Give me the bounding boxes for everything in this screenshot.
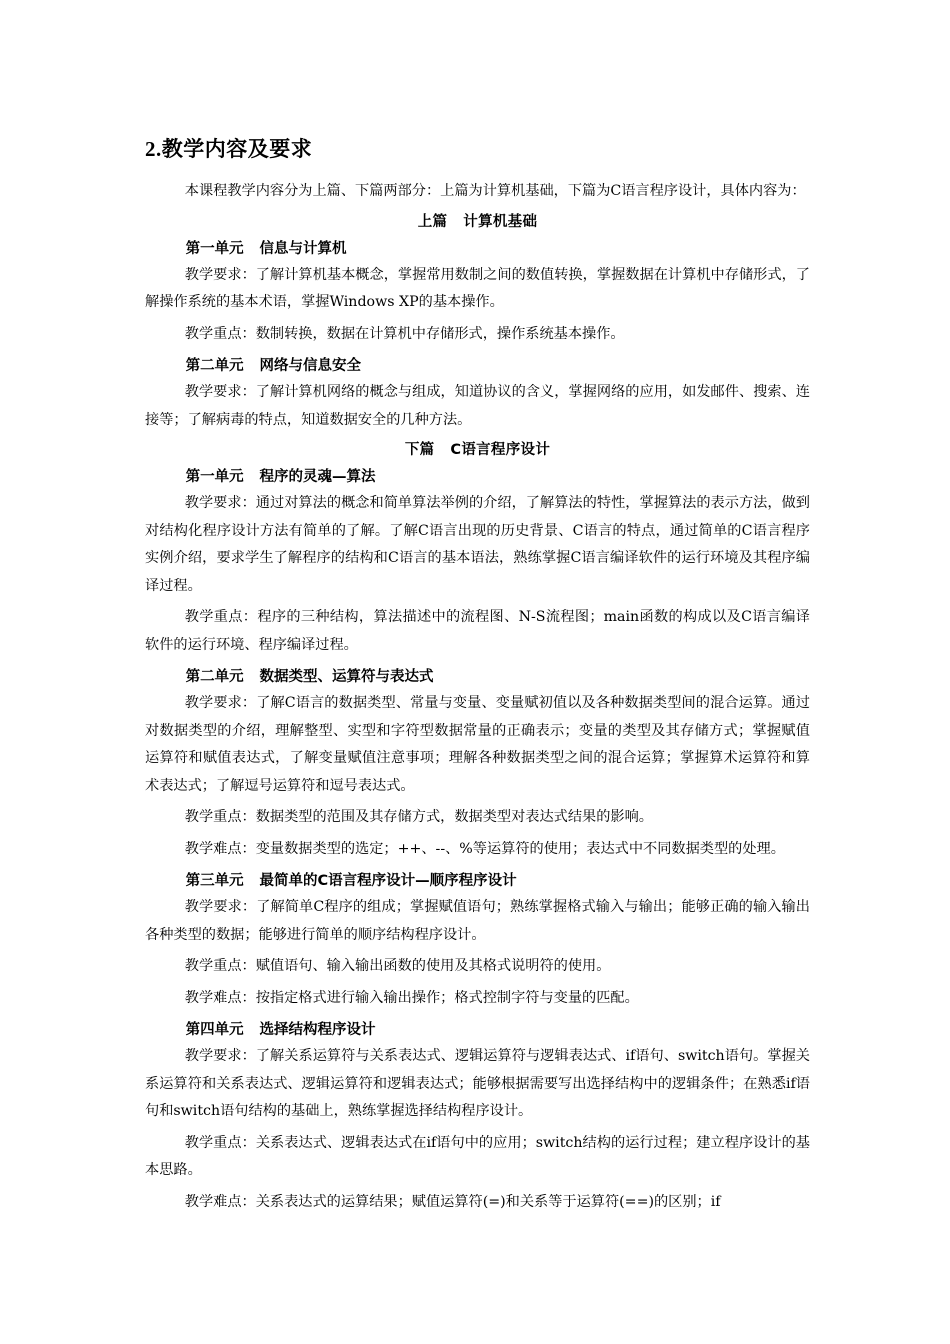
part1-unit2-heading (145, 354, 810, 375)
unit-name: 网络与信息安全 (259, 358, 362, 374)
unit-label: 第二单元 (185, 669, 244, 685)
unit-name: 选择结构程序设计 (259, 1022, 376, 1038)
part2-unit2-key-points: 教学重点：数据类型的范围及其存储方式，数据类型对表达式结果的影响。 (184, 809, 653, 825)
part1-unit1-key-points: 教学重点：数制转换，数据在计算机中存储形式，操作系统基本操作。 (184, 325, 625, 342)
unit-name: 程序的灵魂—算法 (259, 469, 376, 485)
part2-unit1-requirements: 教学要求：通过对算法的概念和简单算法举例的介绍，了解算法的特性，掌握算法的表示方法，做到对结构化程序设计方法有简单的了解。了解C语言出现的历史背景、C语言的特点，通过简单的C语言程序实例介绍，要求学生了解程序的结构和C语言的基本语法，熟练掌握C语言编译软件的运行环境及其程序编译过程。 (145, 495, 810, 594)
unit-label: 第一单元 (185, 469, 244, 485)
part2-unit1-heading (145, 465, 810, 486)
part2-unit3-heading (145, 869, 810, 890)
part2-unit4-difficulties: 教学难点：关系表达式的运算结果；赋值运算符(=)和关系等于运算符(==)的区别；if (184, 1193, 721, 1210)
part1-label: 上篇 (417, 213, 448, 230)
part2-unit3-difficulties: 教学难点：按指定格式进行输入输出操作；格式控制字符与变量的匹配。 (184, 989, 639, 1006)
intro-paragraph: 本课程教学内容分为上篇、下篇两部分：上篇为计算机基础，下篇为C语言程序设计，具体内容为： (184, 183, 806, 199)
part2-unit2-heading (145, 665, 810, 686)
part1-unit2-requirements: 教学要求：了解计算机网络的概念与组成，知道协议的含义，掌握网络的应用，如发邮件、搜索、连接等；了解病毒的特点，知道数据安全的几种方法。 (145, 384, 810, 428)
unit-label: 第四单元 (185, 1022, 244, 1038)
unit-name: 数据类型、运算符与表达式 (259, 669, 434, 685)
part1-name: 计算机基础 (463, 213, 538, 230)
part2-unit3-requirements: 教学要求：了解简单C程序的组成；掌握赋值语句；熟练掌握格式输入与输出；能够正确的输入输出各种类型的数据；能够进行简单的顺序结构程序设计。 (145, 899, 810, 943)
part2-label: 下篇 (404, 442, 435, 458)
part1-unit1-requirements: 教学要求：了解计算机基本概念，掌握常用数制之间的数值转换，掌握数据在计算机中存储形式，了解操作系统的基本术语，掌握Windows XP的基本操作。 (145, 266, 810, 310)
part2-unit4-heading (145, 1018, 810, 1039)
unit-name: 最简单的C语言程序设计—顺序程序设计 (259, 873, 517, 889)
part2-name: C语言程序设计 (450, 442, 551, 458)
unit-name: 信息与计算机 (259, 240, 347, 257)
part2-unit4-requirements: 教学要求：了解关系运算符与关系表达式、逻辑运算符与逻辑表达式、if语句、switch语句。掌握关系运算符和关系表达式、逻辑运算符和逻辑表达式；能够根据需要写出选择结构中的逻辑条件；在熟悉if语句和switch语句结构的基础上，熟练掌握选择结构程序设计。 (145, 1048, 810, 1119)
document-page (145, 132, 810, 1216)
unit-label: 第二单元 (185, 358, 244, 374)
unit-label: 第三单元 (185, 873, 244, 889)
part2-heading (145, 438, 810, 459)
unit-label: 第一单元 (185, 240, 244, 257)
part1-unit1-heading (145, 237, 810, 258)
part2-unit2-difficulties: 教学难点：变量数据类型的选定；++、--、%等运算符的使用；表达式中不同数据类型的处理。 (184, 840, 785, 857)
part1-heading (145, 210, 810, 231)
section-title: 2.教学内容及要求 (145, 137, 313, 161)
part2-unit3-key-points: 教学重点：赋值语句、输入输出函数的使用及其格式说明符的使用。 (184, 958, 611, 974)
part2-unit2-requirements: 教学要求：了解C语言的数据类型、常量与变量、变量赋初值以及各种数据类型间的混合运算。通过对数据类型的介绍，理解整型、实型和字符型数据常量的正确表示；变量的类型及其存储方式；掌握赋值运算符和赋值表达式，了解变量赋值注意事项；理解各种数据类型之间的混合运算；掌握算术运算符和算术表达式；了解逗号运算符和逗号表达式。 (145, 695, 810, 794)
part2-unit1-key-points: 教学重点：程序的三种结构，算法描述中的流程图、N-S流程图；main函数的构成以及C语言编译软件的运行环境、程序编译过程。 (145, 609, 810, 653)
part2-unit4-key-points: 教学重点：关系表达式、逻辑表达式在if语句中的应用；switch结构的运行过程；建立程序设计的基本思路。 (145, 1134, 810, 1178)
